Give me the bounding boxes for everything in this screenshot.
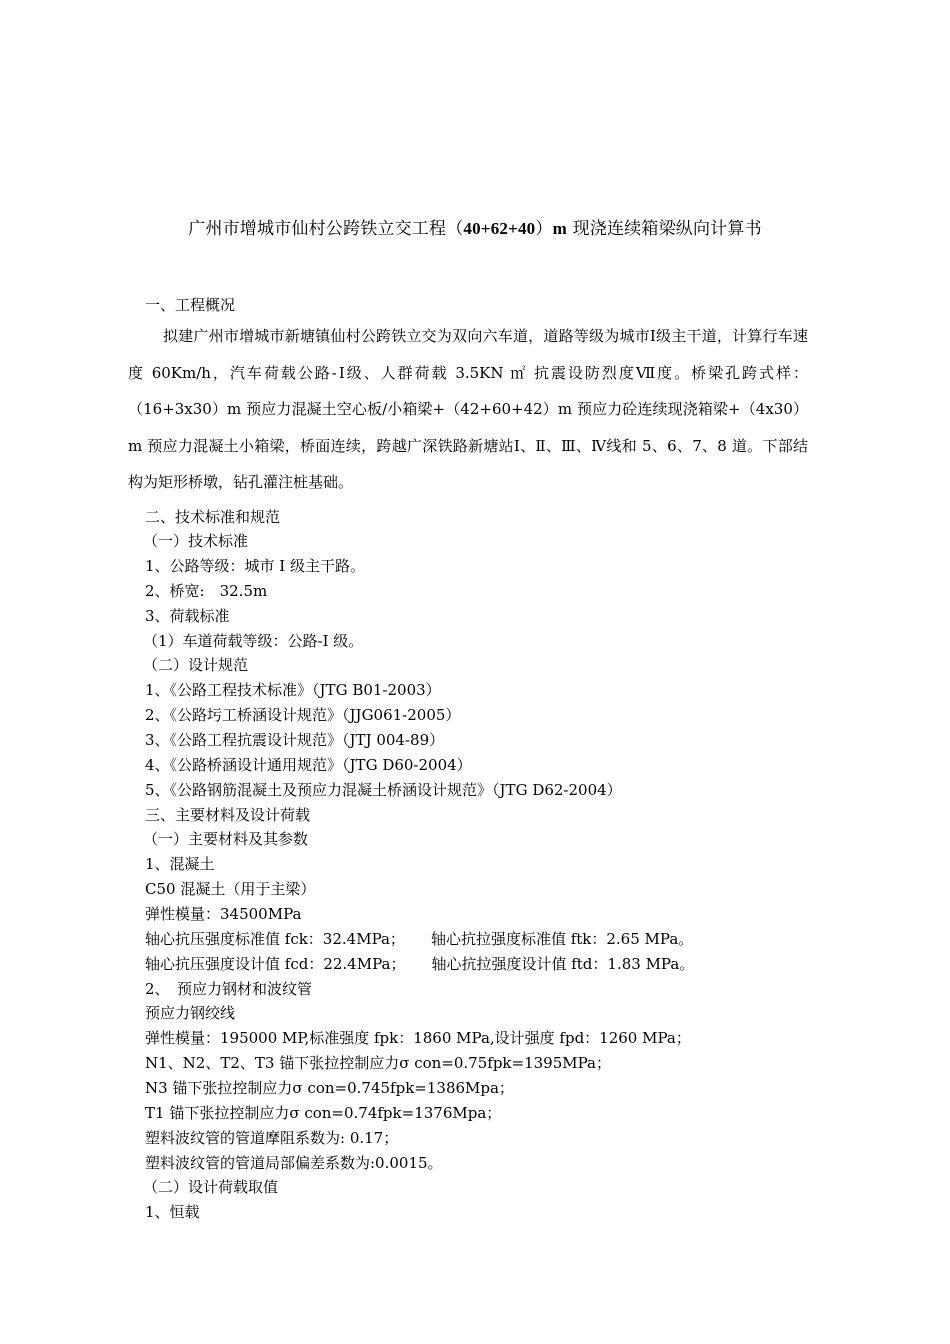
doc-line: N1、N2、T2、T3 锚下张拉控制应力σ con=0.75fpk=1395MPa； <box>145 1054 611 1072</box>
doc-line: 2、桥宽: 32.5m <box>145 582 268 600</box>
title-part: 广州市增城市仙村公跨铁立交工程（ <box>188 219 464 239</box>
doc-line: 2、 预应力钢材和波纹管 <box>145 980 313 998</box>
strength-row-design <box>145 953 694 974</box>
title-span-numbers: 40+62+40 <box>463 219 536 238</box>
doc-line: 1、恒载 <box>145 1203 200 1221</box>
doc-line: （一）技术标准 <box>143 532 249 550</box>
section-heading-overview: 一、工程概况 <box>145 296 236 314</box>
doc-line: T1 锚下张拉控制应力σ con=0.74fpk=1376Mpa； <box>145 1104 502 1122</box>
doc-line: （1）车道荷载等级：公路-I 级。 <box>143 632 364 650</box>
strength-tensile-design: 轴心抗拉强度设计值 ftd：1.83 MPa。 <box>431 955 695 973</box>
overview-paragraph <box>128 318 808 501</box>
doc-line: 1、《公路工程技术标准》（JTG B01-2003） <box>145 681 441 699</box>
doc-line: 塑料波纹管的管道摩阻系数为: 0.17； <box>145 1129 399 1147</box>
doc-line: N3 锚下张拉控制应力σ con=0.745fpk=1386Mpa； <box>145 1079 514 1097</box>
strength-tensile-characteristic: 轴心抗拉强度标准值 ftk：2.65 MPa。 <box>430 930 694 948</box>
strength-compressive-characteristic: 轴心抗压强度标准值 fck：32.4MPa； <box>145 930 405 948</box>
doc-line: 弹性模量：34500MPa <box>145 905 302 923</box>
doc-line: 3、《公路工程抗震设计规范》（JTJ 004-89） <box>145 731 445 749</box>
strength-compressive-design: 轴心抗压强度设计值 fcd：22.4MPa； <box>145 955 406 973</box>
document-title <box>0 214 950 239</box>
strength-row-characteristic <box>145 928 693 949</box>
doc-line: C50 混凝土（用于主梁） <box>145 880 316 898</box>
doc-line: 塑料波纹管的管道局部偏差系数为:0.0015。 <box>145 1154 443 1172</box>
doc-line: （二）设计规范 <box>143 656 249 674</box>
doc-line: 1、公路等级：城市 I 级主干路。 <box>145 557 366 575</box>
doc-line: （二）设计荷载取值 <box>143 1178 279 1196</box>
doc-line: 2、《公路圬工桥涵设计规范》（JJG061-2005） <box>145 706 461 724</box>
doc-line: 3、荷载标准 <box>145 607 230 625</box>
title-part: 现浇连续箱梁纵向计算书 <box>566 219 762 239</box>
overview-paragraph-text: 拟建广州市增城市新塘镇仙村公跨铁立交为双向六车道，道路等级为城市Ⅰ级主干道，计算行车速度 60Km/h，汽车荷载公路-Ⅰ级、人群荷载 3.5KN ㎡ 抗震设防烈度Ⅶ度。桥梁孔跨式样：（16+3x30）m 预应力混凝土空心板/小箱梁+（42+60+42）m 预应力砼连续现浇箱梁+（4x30）m 预应力混凝土小箱梁，桥面连续，跨越广深铁路新塘站Ⅰ、Ⅱ、Ⅲ、Ⅳ线和 5、6、7、8 道。下部结构为矩形桥墩，钻孔灌注桩基础。 <box>128 327 808 491</box>
doc-line: 二、技术标准和规范 <box>145 508 281 526</box>
doc-line: 5、《公路钢筋混凝土及预应力混凝土桥涵设计规范》（JTG D62-2004） <box>145 781 622 799</box>
title-part: ） <box>535 219 553 239</box>
doc-line: 4、《公路桥涵设计通用规范》（JTG D60-2004） <box>145 756 472 774</box>
doc-line: 预应力钢绞线 <box>145 1004 236 1022</box>
doc-line: 1、混凝土 <box>145 855 215 873</box>
doc-line: 弹性模量：195000 MP,标准强度 fpk：1860 MPa,设计强度 fpd：1260 MPa； <box>145 1029 691 1047</box>
doc-line: （一）主要材料及其参数 <box>143 830 309 848</box>
doc-line: 三、主要材料及设计荷载 <box>145 806 311 824</box>
title-unit: m <box>552 219 567 238</box>
